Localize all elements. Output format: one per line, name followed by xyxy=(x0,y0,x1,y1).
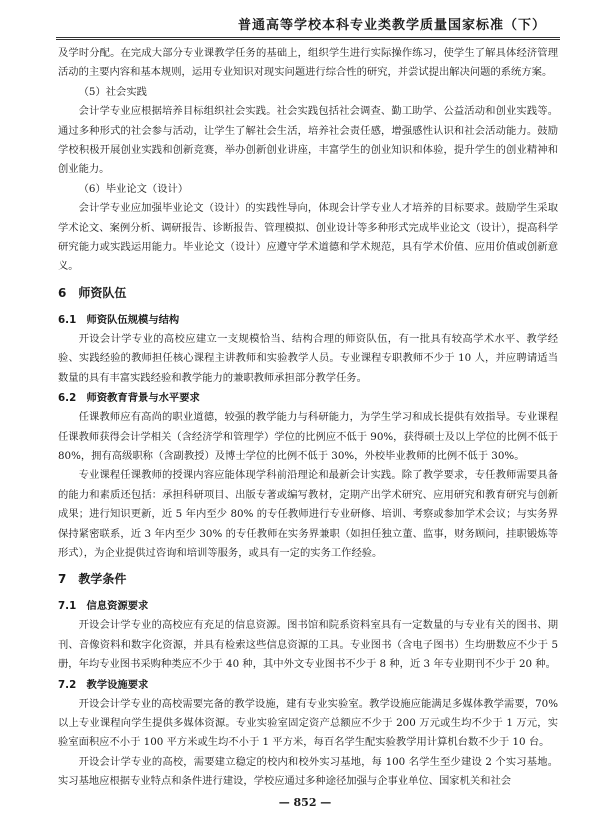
paragraph: 开设会计学专业的高校应建立一支规模恰当、结构合理的师资队伍，有一批具有较高学术水平、教学经验、实践经验的教师担任核心课程主讲教师和实验教学人员。专业课程专职教师不少于 10 人，并应聘请适当数量的具有丰富实践经验和教学能力的兼职教师承担部分教学任务。 xyxy=(58,332,558,384)
paragraph: 任课教师应有高尚的职业道德，较强的教学能力与科研能力，为学生学习和成长提供有效指导。专业课程任课教师获得会计学相关（含经济学和管理学）学位的比例应不低于 90%，获得硕士及以上学位的比例不低于 80%，拥有高级职称（含副教授）及博士学位的比例不低于 30%，外校毕业教师的比例不低于 30%。 xyxy=(58,411,558,462)
paragraph: 会计学专业应根据培养目标组织社会实践。社会实践包括社会调查、勤工助学、公益活动和创业实践等。通过多种形式的社会参与活动，让学生了解社会生活，培养社会责任感，增强感性认识和社会活动能力。鼓励学校积极开展创业实践和创新竞赛，举办创新创业讲座，丰富学生的创业知识和体验，提升学生的创业精神和创业能力。 xyxy=(58,105,558,176)
paragraph: 及学时分配。在完成大部分专业课教学任务的基础上，组织学生进行实际操作练习，使学生了解具体经济管理活动的主要内容和基本规则，运用专业知识对现实问题进行综合性的研究，并尝试提出解决问题的系统方案。 xyxy=(58,47,558,79)
section-heading: 6 师资队伍 xyxy=(58,285,127,300)
subsection-heading: 6.1 师资队伍规模与结构 xyxy=(58,313,180,326)
section-heading: 7 教学条件 xyxy=(58,572,127,587)
paragraph: 开设会计学专业的高校应有充足的信息资源。图书馆和院系资料室具有一定数量的与专业有关的图书、期刊、音像资料和数字化资源，并具有检索这些信息资源的工具。专业图书（含电子图书）生均册数应不少于 5 册，年均专业图书采购种类应不少于 40 种，其中外文专业图书不少于 8 种，近 3 年专业期刊不少于 20 种。 xyxy=(58,619,558,671)
page-number: — 852 — xyxy=(278,796,332,809)
paragraph: 开设会计学专业的高校需要完备的教学设施，建有专业实验室。教学设施应能满足多媒体教学需要，70%以上专业课程向学生提供多媒体资源。专业实验室固定资产总额应不少于 200 万元或生均不少于 1 万元，实验室面积应不小于 100 平方米或生均不小于 1 平方米，每百名学生配实验教学用计算机台数不少于 10 台。 xyxy=(58,697,558,749)
list-item-heading: （6）毕业论文（设计） xyxy=(78,182,189,195)
subsection-heading: 6.2 师资教育背景与水平要求 xyxy=(58,392,200,405)
paragraph: 会计学专业应加强毕业论文（设计）的实践性导向，体现会计学专业人才培养的目标要求。鼓励学生采取学术论文、案例分析、调研报告、诊断报告、管理模拟、创业设计等多种形式完成毕业论文（设计），提高科学研究能力或实践运用能力。毕业论文（设计）应遵守学术道德和学术规范，具有学术价值、应用价值或创新意义。 xyxy=(58,202,558,273)
paragraph: 专业课程任课教师的授课内容应能体现学科前沿理论和最新会计实践。除了教学要求，专任教师需要具备的能力和素质还包括：承担科研项目、出版专著或编写教材，定期产出学术研究、应用研究和教育研究与创新成果；进行知识更新，近 5 年内至少 80% 的专任教师进行专业研修、培训、考察或参加学术会议；与实务界保持紧密联系，近 3 年内至少 30% 的专任教师在实务界兼职（如担任独立董、监事，财务顾问，挂职锻炼等形式），为企业提供过咨询和培训等服务，或具有一定的实务工作经验。 xyxy=(58,469,558,559)
subsection-heading: 7.2 教学设施要求 xyxy=(58,678,149,691)
page-body xyxy=(58,44,558,792)
header-divider xyxy=(56,37,560,40)
running-header-title: 普通高等学校本科专业类教学质量国家标准（下） xyxy=(237,18,546,33)
paragraph: 开设会计学专业的高校，需要建立稳定的校内和校外实习基地，每 100 名学生至少建设 2 个实习基地。实习基地应根据专业特点和条件进行建设，学校应通过多种途径加强与企事业单位、国家机关和社会 xyxy=(58,755,558,788)
list-item-heading: （5）社会实践 xyxy=(78,85,147,98)
subsection-heading: 7.1 信息资源要求 xyxy=(58,600,149,613)
page-header xyxy=(0,0,610,42)
